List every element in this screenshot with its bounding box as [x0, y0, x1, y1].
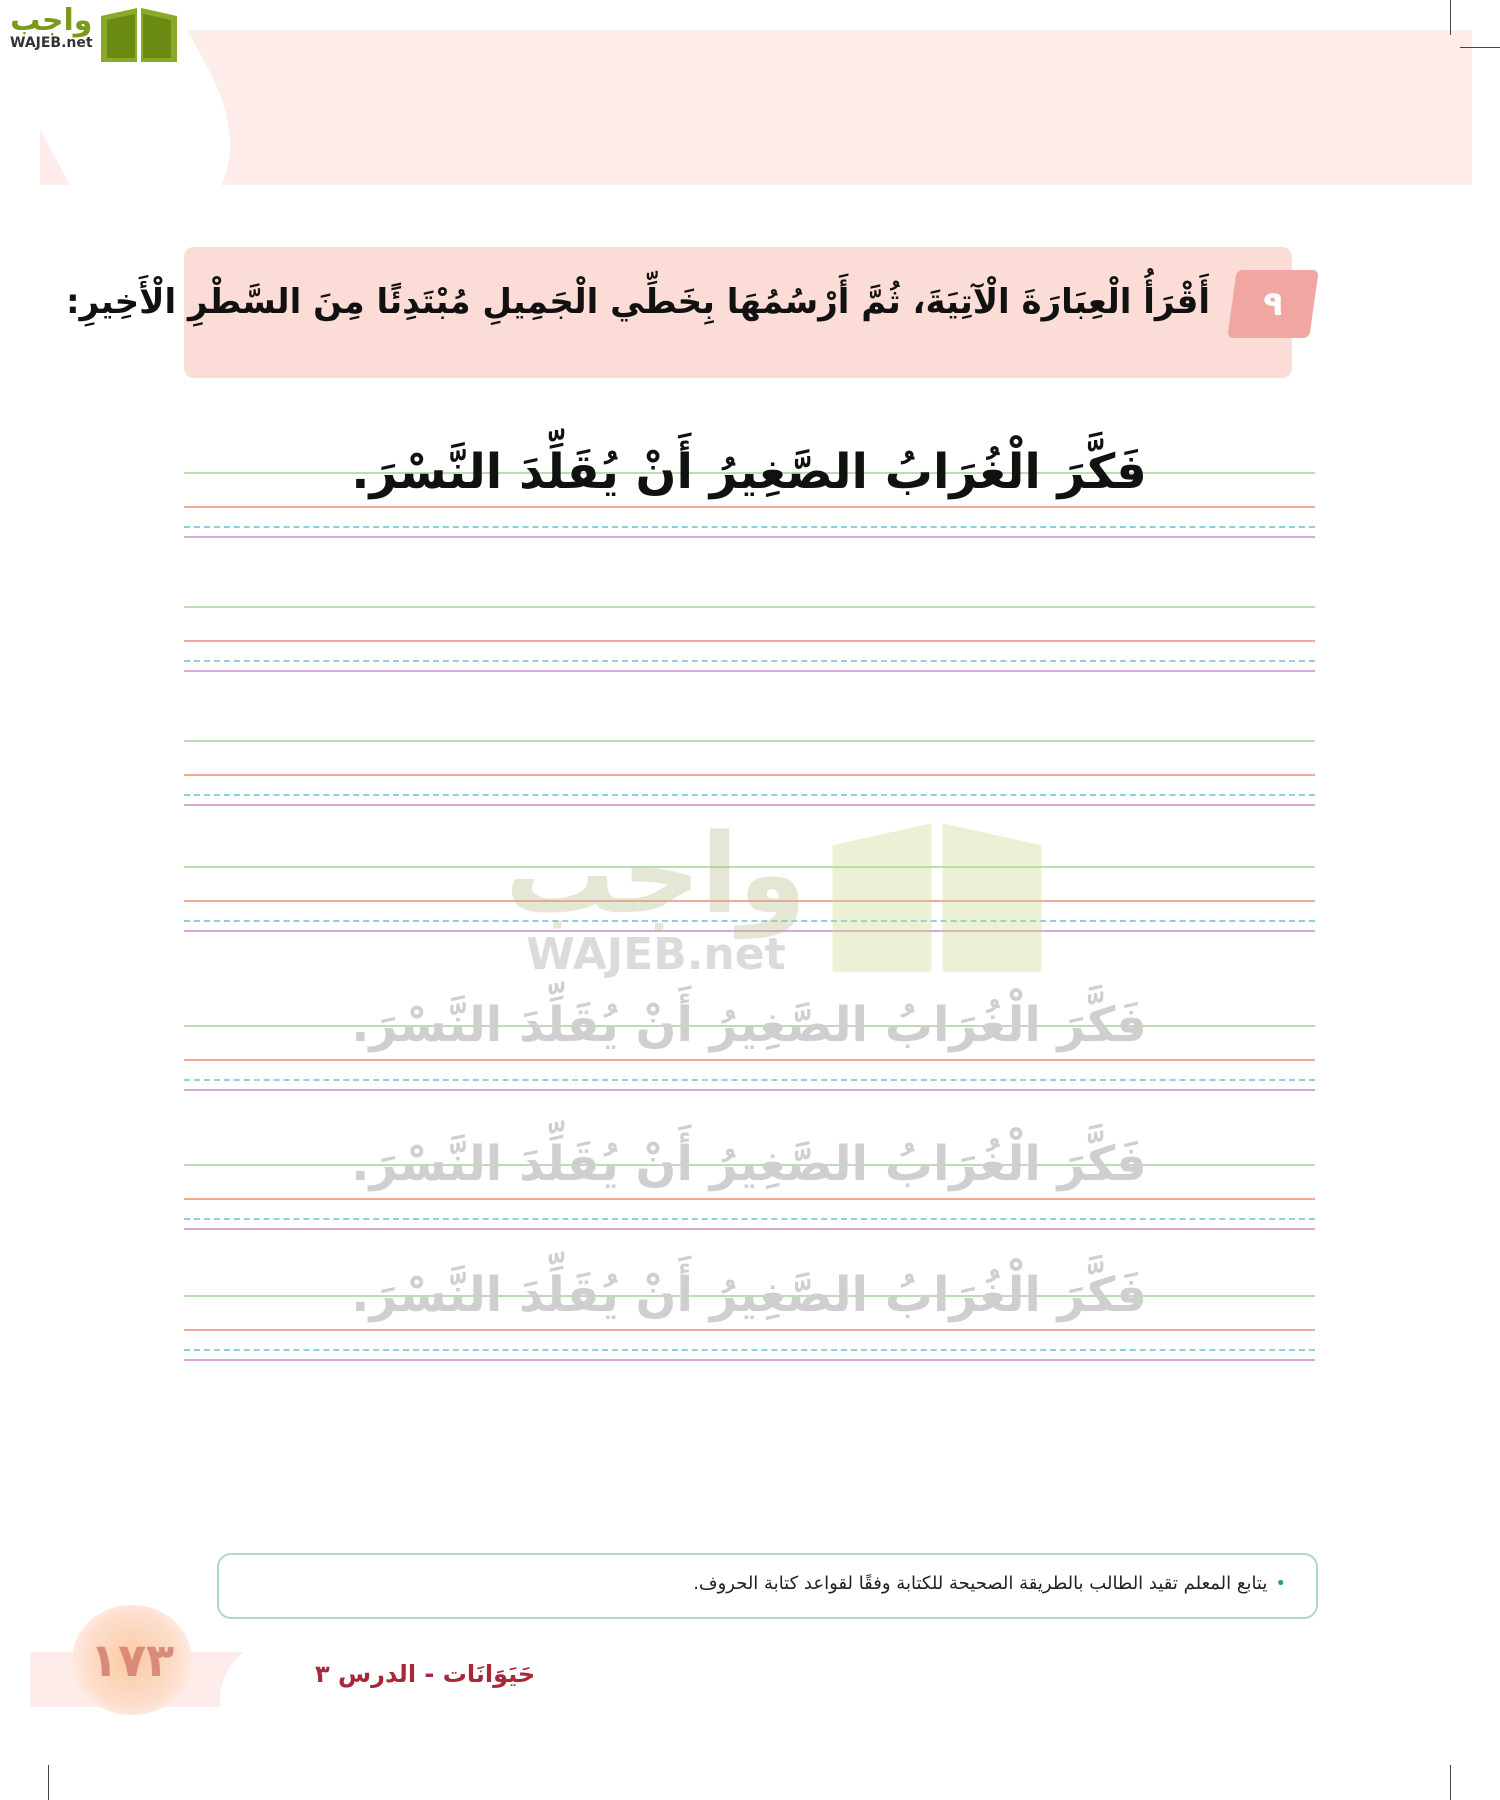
model-sentence: فَكَّرَ الْغُرَابُ الصَّغِيرُ أَنْ يُقَلِّدَ النَّسْرَ. [351, 444, 1147, 500]
writing-line-blank[interactable] [184, 606, 1315, 676]
crop-mark [1450, 0, 1451, 35]
wajeb-watermark: واجب WAJEB.net [505, 815, 1047, 980]
writing-line-traced[interactable] [184, 1136, 1315, 1234]
crop-mark [1450, 1765, 1451, 1800]
logo-latin: WAJEB.net [10, 35, 93, 51]
book-icon [99, 6, 179, 64]
exercise-number: ٩ [1227, 270, 1319, 338]
bullet-icon: • [1275, 1573, 1286, 1594]
traced-sentence: فَكَّرَ الْغُرَابُ الصَّغِيرُ أَنْ يُقَلِّدَ النَّسْرَ. [351, 997, 1147, 1053]
wajeb-logo[interactable] [10, 3, 179, 64]
lesson-title: حَيَوَانَات - الدرس ٣ [315, 1660, 536, 1688]
page-number: ١٧٣ [72, 1605, 192, 1715]
top-banner [40, 30, 1472, 185]
writing-line-traced[interactable] [184, 997, 1315, 1095]
traced-sentence: فَكَّرَ الْغُرَابُ الصَّغِيرُ أَنْ يُقَلِّدَ النَّسْرَ. [351, 1267, 1147, 1323]
teacher-note: يتابع المعلم تقيد الطالب بالطريقة الصحيحة للكتابة وفقًا لقواعد كتابة الحروف. [693, 1573, 1268, 1594]
exercise-instruction: أَقْرَأُ الْعِبَارَةَ الْآتِيَةَ، ثُمَّ أَرْسُمُهَا بِخَطِّي الْجَمِيلِ مُبْتَدِئًا مِنَ السَّطْرِ الْأَخِيرِ: [66, 282, 1210, 322]
watermark-book-icon [827, 815, 1047, 980]
writing-line-model [184, 444, 1315, 542]
crop-mark [1460, 47, 1500, 48]
teacher-note-box [217, 1553, 1318, 1619]
writing-line-blank[interactable] [184, 740, 1315, 810]
writing-line-traced[interactable] [184, 1267, 1315, 1365]
crop-mark [48, 1765, 49, 1800]
logo-arabic: واجب [10, 3, 93, 38]
traced-sentence: فَكَّرَ الْغُرَابُ الصَّغِيرُ أَنْ يُقَلِّدَ النَّسْرَ. [351, 1136, 1147, 1192]
